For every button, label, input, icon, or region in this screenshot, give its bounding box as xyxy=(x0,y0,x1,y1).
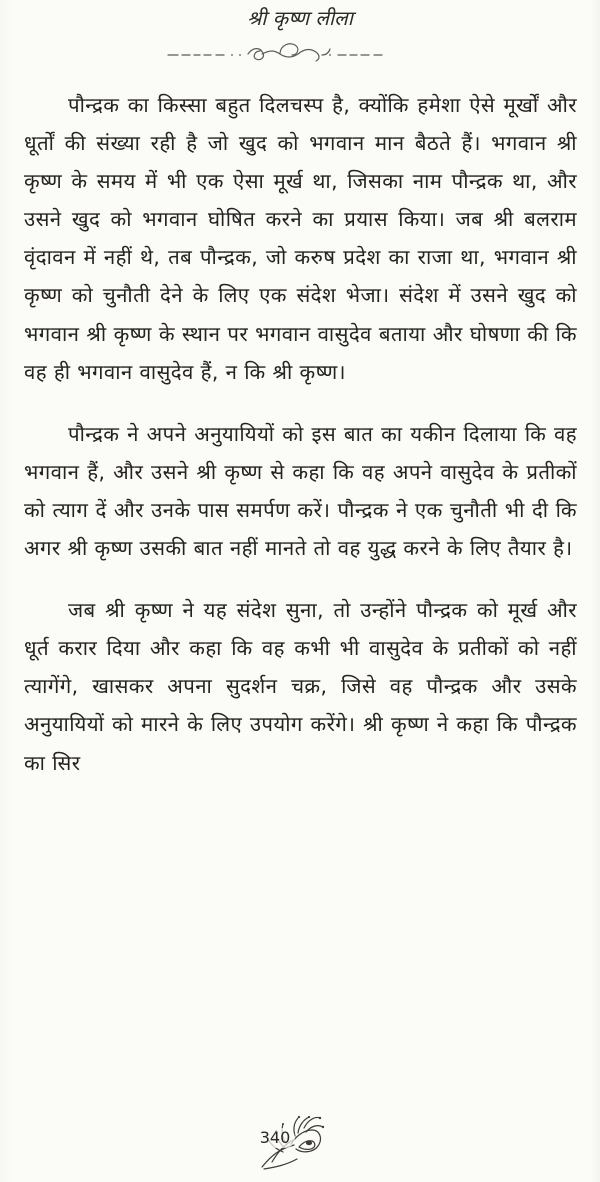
page-number: 340 xyxy=(255,1128,295,1148)
page-content xyxy=(24,86,577,806)
paragraph-3: जब श्री कृष्ण ने यह संदेश सुना, तो उन्होंने पौन्द्रक को मूर्ख और धूर्त करार दिया और कहा कि वह कभी भी वासुदेव के प्रतीकों को नहीं त्यागेंगे, खासकर अपना सुदर्शन चक्र, जिसे वह पौन्द्रक और उसके अनुयायियों को मारने के लिए उपयोग करेंगे। श्री कृष्ण ने कहा कि पौन्द्रक का सिर xyxy=(24,598,577,775)
decorative-flourish-icon xyxy=(162,38,392,64)
page-header-title: श्री कृष्ण लीला xyxy=(247,6,353,30)
paragraph-1: पौन्द्रक का किस्सा बहुत दिलचस्प है, क्योंकि हमेशा ऐसे मूर्खों और धूर्तों की संख्या रही है जो खुद को भगवान मान बैठते हैं। भगवान श्री कृष्ण के समय में भी एक ऐसा मूर्ख था, जिसका नाम पौन्द्रक था, और उसने खुद को भगवान घोषित करने का प्रयास किया। जब श्री बलराम वृंदावन में नहीं थे, तब पौन्द्रक, जो करुष प्रदेश का राजा था, भगवान श्री कृष्ण को चुनौती देने के लिए एक संदेश भेजा। संदेश में उसने खुद को भगवान श्री कृष्ण के स्थान पर भगवान वासुदेव बताया और घोषणा की कि वह ही भगवान वासुदेव हैं, न कि श्री कृष्ण। xyxy=(24,93,577,384)
paragraph-2: पौन्द्रक ने अपने अनुयायियों को इस बात का यकीन दिलाया कि वह भगवान हैं, और उसने श्री कृष्ण से कहा कि वह अपने वासुदेव के प्रतीकों को त्याग दें और उनके पास समर्पण करें। पौन्द्रक ने एक चुनौती भी दी कि अगर श्री कृष्ण उसकी बात नहीं मानते तो वह युद्ध करने के लिए तैयार है। xyxy=(24,421,577,561)
